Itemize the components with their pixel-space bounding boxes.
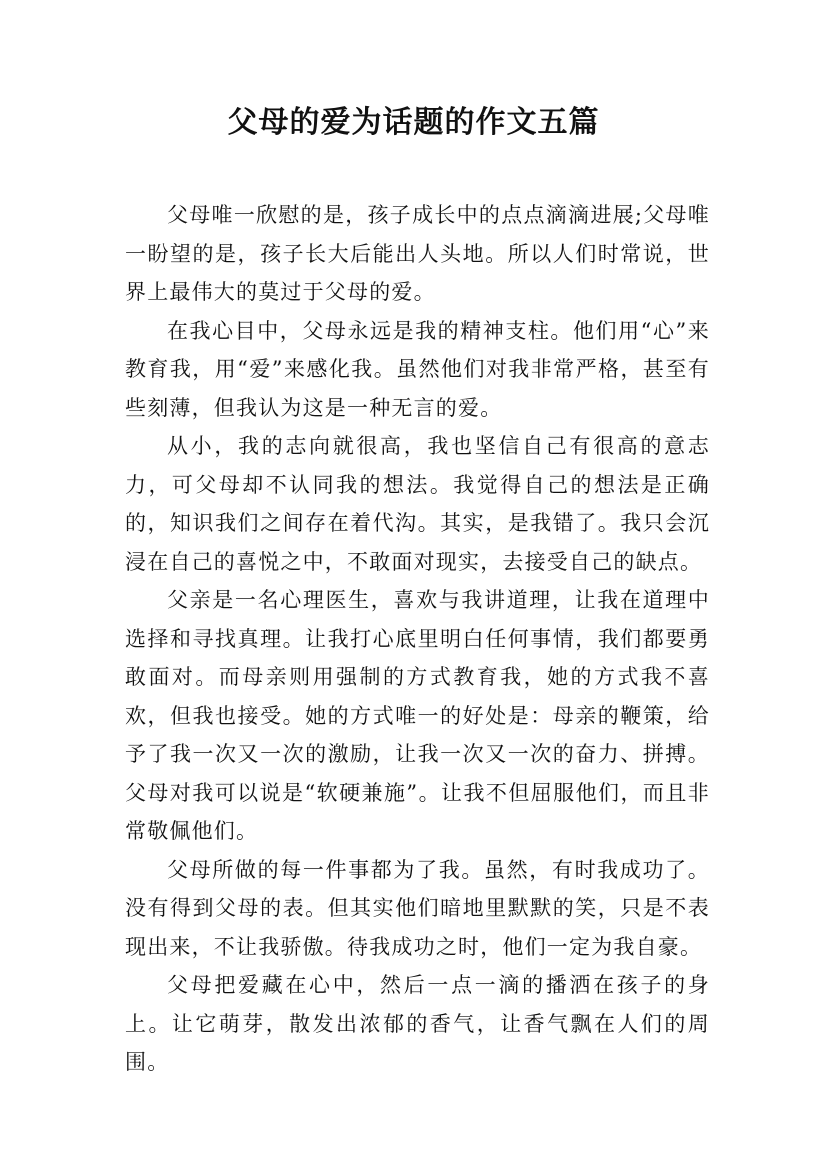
paragraph-5: 父母所做的每一件事都为了我。虽然，有时我成功了。没有得到父母的表。但其实他们暗地里默默的笑，只是不表现出来，不让我骄傲。待我成功之时，他们一定为我自豪。 xyxy=(125,857,710,959)
document-body xyxy=(125,196,710,1082)
paragraph-6: 父母把爱藏在心中，然后一点一滴的播洒在孩子的身上。让它萌芽，散发出浓郁的香气，让香气飘在人们的周围。 xyxy=(125,973,710,1074)
paragraph-4: 父亲是一名心理医生，喜欢与我讲道理，让我在道理中选择和寻找真理。让我打心底里明白任何事情，我们都要勇敢面对。而母亲则用强制的方式教育我，她的方式我不喜欢，但我也接受。她的方式唯一的好处是：母亲的鞭策，给予了我一次又一次的激励，让我一次又一次的奋力、拼搏。父母对我可以说是“软硬兼施”。让我不但屈服他们，而且非常敬佩他们。 xyxy=(125,588,710,843)
paragraph-3: 从小，我的志向就很高，我也坚信自己有很高的意志力，可父母却不认同我的想法。我觉得自己的想法是正确的，知识我们之间存在着代沟。其实，是我错了。我只会沉浸在自己的喜悦之中，不敢面对现实，去接受自己的缺点。 xyxy=(125,434,710,574)
document-title: 父母的爱为话题的作文五篇 xyxy=(227,105,600,140)
paragraph-1: 父母唯一欣慰的是，孩子成长中的点点滴滴进展;父母唯一盼望的是，孩子长大后能出人头地。所以人们时常说，世界上最伟大的莫过于父母的爱。 xyxy=(125,203,710,304)
paragraph-2: 在我心目中，父母永远是我的精神支柱。他们用“心”来教育我，用“爱”来感化我。虽然他们对我非常严格，甚至有些刻薄，但我认为这是一种无言的爱。 xyxy=(125,318,710,420)
